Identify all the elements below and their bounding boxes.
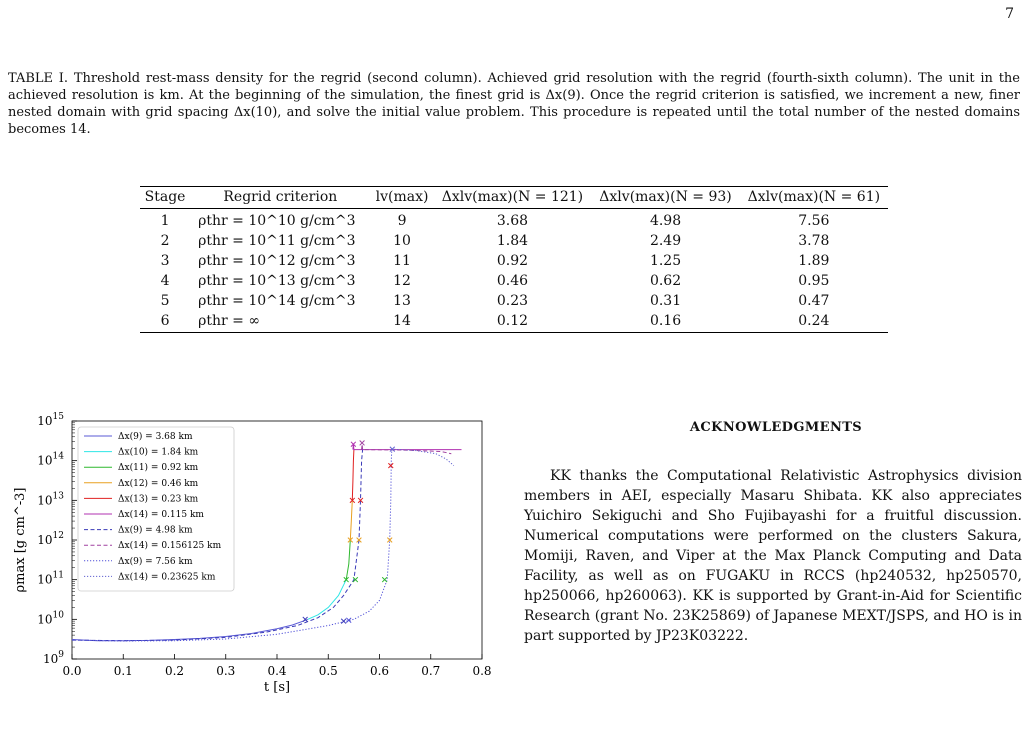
table-cell: 0.31	[649, 293, 682, 309]
legend-entry: Δx(9) = 3.68 km	[118, 432, 193, 442]
table-cell: ρthr = 10^11 g/cm^3	[198, 233, 356, 249]
series-line	[353, 444, 462, 449]
table-cell: 0.46	[496, 273, 529, 289]
table-header-cell: lv(max)	[371, 187, 434, 209]
series-line	[308, 580, 346, 620]
table-body	[140, 209, 888, 333]
legend-entry: Δx(13) = 0.23 km	[118, 494, 199, 505]
x-tick-label: 0.1	[113, 664, 133, 678]
x-tick-label: 0.3	[216, 664, 236, 678]
series-line	[352, 450, 354, 501]
table-cell: 7.56	[798, 213, 830, 229]
table-cell: 12	[393, 273, 411, 289]
x-tick-label: 0.4	[267, 664, 287, 678]
table-cell: ρthr = 10^13 g/cm^3	[198, 273, 356, 289]
table-cell: 4	[160, 273, 170, 289]
x-tick-label: 0.8	[472, 664, 492, 678]
y-tick-label: $10^{12}$	[37, 531, 64, 547]
x-tick-label: 0.7	[421, 664, 441, 678]
table-row	[140, 292, 888, 312]
legend-entry: Δx(14) = 0.115 km	[118, 510, 204, 520]
acknowledgments-text: KK thanks the Computational Relativistic Astrophysics division members in AEI, especially Masaru Shibata. KK also appreciates Yuichiro Sekiguchi and Sho Fujibayashi for a fruitful discussion. Numerical computations were performed on the clusters Sakura, Momiji, Raven, and Viper at the Max Planck Computing and Data Facility, as well as on FUGAKU in RCCS (hp240532, hp250570, hp250066, hp260063). KK is supported by Grant-in-Aid for Scientific Research (grant No. 23K25869) of Japanese MEXT/JSPS, and HO is in part supported by JP23K03222.	[524, 468, 1022, 644]
x-tick-label: 0.6	[369, 664, 390, 678]
y-tick-label: $10^{10}$	[37, 610, 64, 627]
legend-entry: Δx(9) = 7.56 km	[118, 556, 193, 567]
x-tick-label: 0.0	[62, 664, 82, 678]
table-cell: 5	[160, 293, 170, 309]
legend-entry: Δx(9) = 4.98 km	[118, 525, 193, 536]
table-row	[140, 312, 888, 333]
table-cell: 1.25	[649, 253, 682, 269]
table-cell: 2.49	[649, 233, 682, 249]
table-header-cell: Stage	[140, 187, 190, 209]
table-cell: 0.23	[496, 293, 529, 309]
table-caption	[8, 70, 1020, 138]
x-marker	[382, 577, 387, 582]
table-cell: 0.16	[649, 313, 682, 329]
table-cell: 0.47	[798, 293, 830, 309]
acknowledgments-heading: ACKNOWLEDGMENTS	[689, 420, 863, 435]
series-line	[72, 619, 308, 640]
table-header-cell: Regrid criterion	[190, 187, 370, 209]
table-caption-text: Threshold rest-mass density for the regrid (second column). Achieved grid resolution with the regrid (fourth-sixth column). The unit in the achieved resolution is km. At the beginning of the simulation, the finest grid is Δx(9). Once the regrid criterion is satisfied, we increment a new, finer nested domain with grid spacing Δx(10), and solve the initial value problem. This procedure is repeated until the total number of the nested domains becomes 14.	[8, 71, 1020, 137]
table-cell: 0.95	[798, 273, 830, 289]
regrid-table	[140, 186, 888, 333]
series-line	[391, 449, 454, 465]
table-caption-label: TABLE I.	[8, 71, 69, 86]
y-tick-label: $10^9$	[42, 650, 64, 666]
legend-entry: Δx(11) = 0.92 km	[118, 463, 199, 474]
table-cell: 3	[160, 253, 170, 269]
x-marker	[341, 619, 346, 624]
table-cell: 0.24	[798, 313, 830, 329]
table-cell: 6	[160, 313, 170, 329]
table-cell: 13	[393, 293, 411, 309]
y-tick-label: $10^{11}$	[37, 570, 64, 587]
legend-entry: Δx(14) = 0.156125 km	[118, 541, 222, 552]
series-line	[346, 540, 350, 580]
table-cell: 1.84	[496, 233, 529, 249]
chart-legend	[78, 427, 234, 591]
y-tick-label: $10^{14}$	[37, 451, 64, 468]
table-cell: 1.89	[798, 253, 830, 269]
table-cell: 1	[160, 213, 170, 229]
x-axis-label: t [s]	[263, 680, 291, 695]
table-row	[140, 272, 888, 292]
table-cell: 0.62	[649, 273, 682, 289]
table-cell: ρthr = ∞	[198, 313, 260, 329]
table-cell: ρthr = 10^12 g/cm^3	[198, 253, 356, 269]
table-row	[140, 209, 888, 233]
legend-entry: Δx(12) = 0.46 km	[118, 478, 199, 489]
series-line	[362, 444, 452, 454]
table-header-cell: Δxlv(max)(N = 121)	[434, 187, 592, 209]
y-tick-label: $10^{13}$	[37, 491, 64, 508]
table-cell: 4.98	[649, 213, 682, 229]
table-cell: 0.92	[496, 253, 529, 269]
x-marker	[360, 441, 365, 446]
table-cell: 0.12	[496, 313, 529, 329]
table-cell: 2	[160, 233, 170, 249]
table-cell: ρthr = 10^14 g/cm^3	[198, 293, 356, 309]
x-tick-label: 0.2	[164, 664, 185, 678]
table-header-cell: Δxlv(max)(N = 61)	[740, 187, 888, 209]
density-chart	[0, 405, 500, 725]
regrid-table-wrapper	[140, 186, 888, 333]
y-axis-label: ρmax [g cm^-3]	[13, 487, 28, 593]
table-header-row	[140, 187, 888, 209]
series-line	[350, 500, 352, 540]
table-cell: 14	[393, 313, 411, 329]
table-cell: 11	[393, 253, 411, 269]
table-cell: ρthr = 10^10 g/cm^3	[198, 213, 356, 229]
marker-layer	[303, 441, 395, 624]
legend-entry: Δx(14) = 0.23625 km	[118, 572, 216, 583]
y-tick-label: $10^{15}$	[37, 412, 64, 428]
page-number: 7	[1005, 6, 1014, 22]
table-cell: 3.78	[798, 233, 830, 249]
density-figure	[0, 405, 500, 725]
table-cell: 10	[393, 233, 411, 249]
table-row	[140, 232, 888, 252]
table-cell: 3.68	[496, 213, 529, 229]
table-header-cell: Δxlv(max)(N = 93)	[591, 187, 739, 209]
table-cell: 9	[397, 213, 407, 229]
x-tick-label: 0.5	[318, 664, 338, 678]
legend-entry: Δx(10) = 1.84 km	[118, 447, 199, 458]
table-row	[140, 252, 888, 272]
